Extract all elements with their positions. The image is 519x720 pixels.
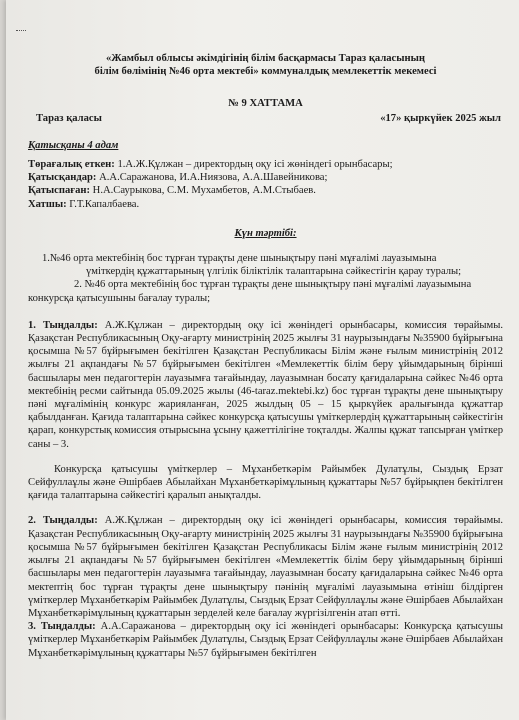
attendees-text: А.А.Саражанова, И.А.Ниязова, А.А.Шавейникова; [96, 172, 328, 184]
secretary-text: Г.Т.Капалбаева. [66, 198, 140, 210]
secretary-line [28, 198, 503, 211]
chair-label: Төрағалық еткен: [28, 159, 115, 171]
scan-mark [16, 30, 26, 33]
document-content [28, 52, 503, 660]
attendees-label: Қатысқандар: [28, 172, 97, 184]
section-1-text: А.Ж.Құлжан – директордың оқу ісі жөніндегі орынбасары, комиссия төрайымы. Қазақстан Республикасының Оқу-ағарту министрінің 2025 жылғы 31 наурызындағы №35900 бұйрығына қосымша №57 бұйрығымен бекітілген Қазақстан Республикасы Білім және ғылым министрінің 2012 жылғы 21 ақпандағы №57 бұйрығымен бекітілген «Мемлекеттік білім беру ұйымдарының бірінші басшылары мен педагогтерін лауазымға тағайындау, лауазымнан босату қағидаларына сәйкес №46 орта мектебінің ресми сайтында 05.09.2025 жылы (46-taraz.mektebi.kz) бос тұрған тұрақты дене шынықтыру пәні мұғалімінің конкурс жарияланған, 2025 жылдың 05 – 15 қыркүйек аралығында құжаттар қабылданған. Қағида талаптарына сәйкес конкурсқа қатысушы үміткерлердің құжаттарының сәйкестігін қарап, конкурстық комиссия отырысына ұсыну қажеттілігіне тоқталды. Жалпы құжат тапсырған үміткер саны – 3. [28, 319, 504, 450]
attendees-line [28, 171, 503, 184]
secretary-label: Хатшы: [28, 198, 67, 210]
chair-text: 1.А.Ж.Құлжан – директордың оқу ісі жөніндегі орынбасары; [114, 159, 393, 171]
header-line-1: «Жамбыл облысы әкімдігінің білім басқармасы Тараз қаласының [105, 53, 426, 64]
section-3-label: 3. Тыңдалды: [28, 621, 96, 633]
chair-line [28, 158, 503, 171]
agenda-item-1b: үміткердің құжаттарының үлгілік біліктілік талаптарына сәйкестігін қарау туралы; [86, 266, 462, 278]
section-1 [28, 319, 503, 451]
absent-label: Қатыспаған: [28, 185, 91, 197]
protocol-city: Тараз қаласы [36, 112, 102, 124]
agenda-item-2a: 2. №46 орта мектебінің бос тұрған тұрақты дене шынықтыру пәні мұғалімі лауазымына [74, 279, 472, 291]
section-3-text: А.А.Саражанова – директордың оқу ісі жөніндегі орынбасары: Конкурсқа қатысушы үміткерлер Мұханбеткәрім Райымбек Дулатұлы, Сыздық Ерзат Сейфуллаұлы және Әшірбаев Абылайхан Мұханбеткәрімұлының құжаттары №57 бұйрығымен бекітілген [28, 621, 504, 659]
document-page [6, 0, 519, 720]
section-2 [28, 514, 503, 620]
agenda-heading: Күн тәртібі: [234, 227, 297, 239]
absent-text: Н.А.Саурыкова, С.М. Мухамбетов, А.М.Стыбаев. [90, 185, 316, 197]
attendance-heading: Қатысқаны 4 адам [28, 139, 119, 151]
section-1-label: 1. Тыңдалды: [28, 319, 98, 331]
section-2-label: 2. Тыңдалды: [28, 515, 98, 527]
protocol-date: «17» қыркүйек 2025 жыл [380, 112, 501, 124]
absent-line [28, 184, 503, 197]
section-3 [28, 620, 503, 660]
section-1-result: Конкурсқа қатысушы үміткерлер – Мұханбеткәрім Райымбек Дулатұлы, Сыздық Ерзат Сейфуллаұлы және Әшірбаев Абылайхан Мұханбеткәрімұлының құжаттары №57 бұйрықпен бекітілген қағида талаптарына сәйкестігі қаралып анықталды. [28, 463, 503, 502]
section-2-text: А.Ж.Құлжан – директордың оқу ісі жөніндегі орынбасары, комиссия төрайымы. Қазақстан Республикасының Оқу-ағарту министрінің 2025 жылғы 31 наурызындағы №35900 бұйрығына қосымша №57 бұйрығымен бекітілген Қазақстан Республикасы Білім және ғылым министрінің 2012 жылғы 21 ақпандағы №57 бұйрығымен бекітілген «Мемлекеттік білім беру ұйымдарының бірінші басшылары мен педагогтерін лауазымға тағайындау, лауазымнан босату қағидаларына сәйкес №46 орта мектептің бос тұрған тұрақты дене шынықтыру пәнінің мұғалімі лауазымына өтініш білдірген үміткерлер Мұханбеткәрім Райымбек Дулатұлы, Сыздық Ерзат Сейфуллаұлы және Әшірбаев Абылайхан Мұханбеткәрімұлының құжаттарын зерделей келе бағалау жүргізілгенін атап өтті. [28, 515, 504, 619]
protocol-title: № 9 ХАТТАМА [228, 98, 303, 110]
header-line-2: білім бөлімінің №46 орта мектебі» коммуналдық мемлекеттік мекемесі [94, 66, 437, 78]
agenda-item-2b: конкурсқа қатысушыны бағалау туралы; [28, 292, 211, 304]
agenda-item-1a: 1.№46 орта мектебінің бос тұрған тұрақты дене шынықтыру пәні мұғалімі лауазымына [42, 253, 437, 265]
